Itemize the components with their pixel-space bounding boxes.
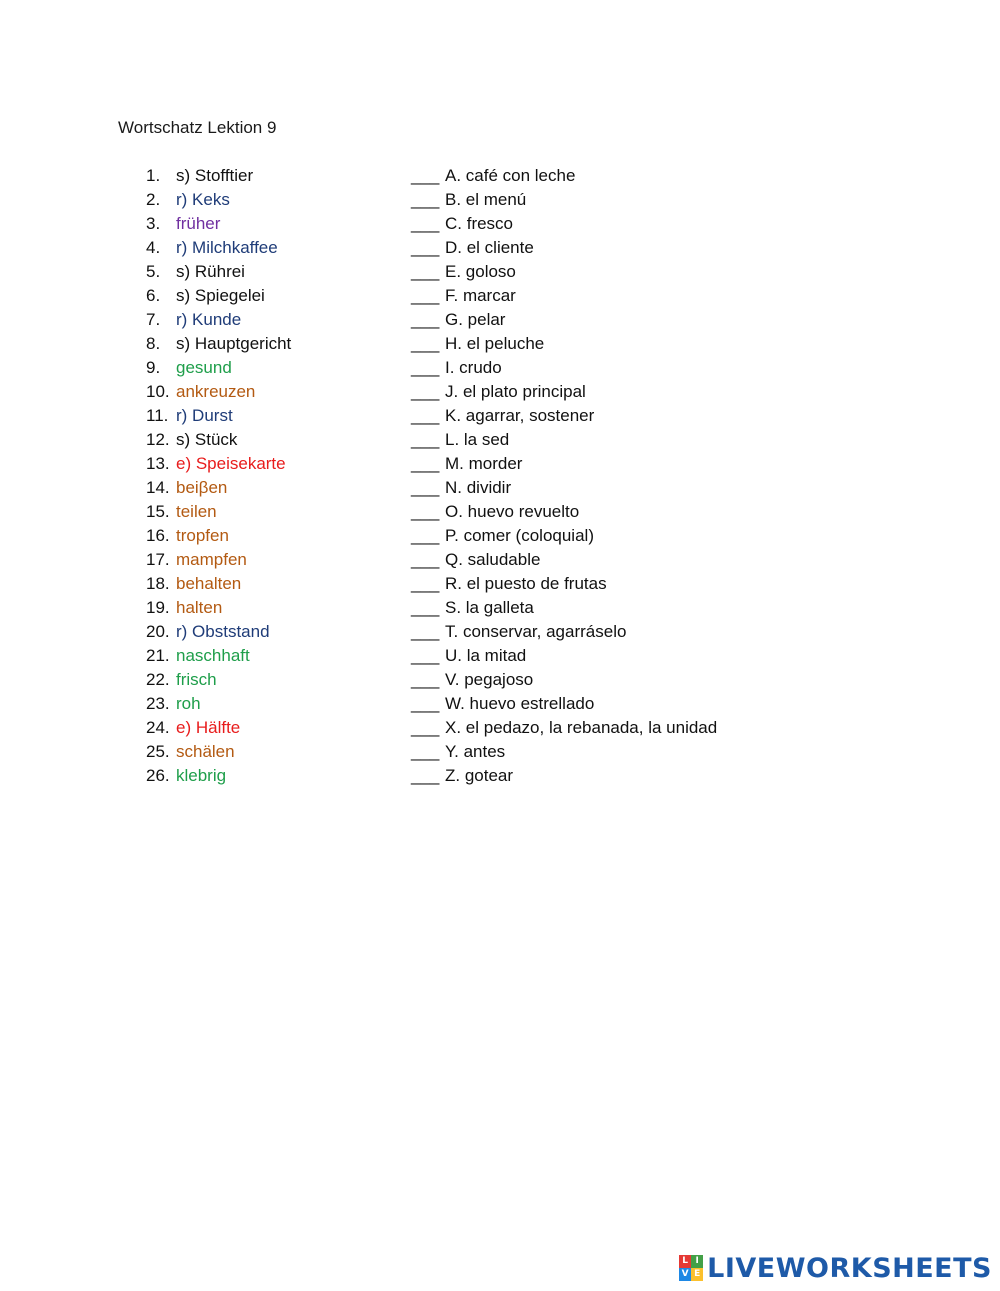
german-term: e) Speisekarte — [176, 454, 286, 473]
liveworksheets-logo-icon — [679, 1255, 703, 1281]
answer-blank[interactable]: ___ — [411, 766, 440, 785]
spanish-translation: T. conservar, agarráselo — [445, 622, 627, 641]
logo-mark-letter: E — [691, 1268, 703, 1281]
item-number: 8. — [146, 334, 161, 353]
german-term: s) Hauptgericht — [176, 334, 292, 353]
vocab-row — [0, 644, 1000, 668]
vocab-row — [0, 740, 1000, 764]
page-title: Wortschatz Lektion 9 — [118, 118, 277, 137]
german-term: s) Spiegelei — [176, 286, 265, 305]
item-number: 4. — [146, 238, 161, 257]
answer-blank[interactable]: ___ — [411, 382, 440, 401]
logo-mark-letter: I — [691, 1255, 703, 1268]
item-number: 12. — [146, 430, 170, 449]
spanish-translation: X. el pedazo, la rebanada, la unidad — [445, 718, 718, 737]
german-term: mampfen — [176, 550, 247, 569]
item-number: 14. — [146, 478, 170, 497]
vocab-row — [0, 548, 1000, 572]
item-number: 21. — [146, 646, 170, 665]
spanish-translation: N. dividir — [445, 478, 512, 497]
spanish-translation: K. agarrar, sostener — [445, 406, 595, 425]
spanish-translation: D. el cliente — [445, 238, 534, 257]
answer-blank[interactable]: ___ — [411, 502, 440, 521]
answer-blank[interactable]: ___ — [411, 406, 440, 425]
item-number: 23. — [146, 694, 170, 713]
item-number: 26. — [146, 766, 170, 785]
vocab-row — [0, 188, 1000, 212]
spanish-translation: E. goloso — [445, 262, 516, 281]
item-number: 20. — [146, 622, 170, 641]
answer-blank[interactable]: ___ — [411, 286, 440, 305]
item-number: 19. — [146, 598, 170, 617]
vocab-row — [0, 476, 1000, 500]
vocab-row — [0, 164, 1000, 188]
german-term: roh — [176, 694, 201, 713]
vocab-row — [0, 356, 1000, 380]
german-term: r) Durst — [176, 406, 233, 425]
german-term: halten — [176, 598, 223, 617]
answer-blank[interactable]: ___ — [411, 694, 440, 713]
german-term: s) Rührei — [176, 262, 245, 281]
german-term: klebrig — [176, 766, 227, 785]
answer-blank[interactable]: ___ — [411, 670, 440, 689]
item-number: 17. — [146, 550, 170, 569]
spanish-translation: Q. saludable — [445, 550, 541, 569]
vocabulary-list — [0, 164, 1000, 788]
item-number: 15. — [146, 502, 170, 521]
german-term: s) Stück — [176, 430, 238, 449]
vocab-row — [0, 500, 1000, 524]
answer-blank[interactable]: ___ — [411, 310, 440, 329]
german-term: tropfen — [176, 526, 229, 545]
german-term: naschhaft — [176, 646, 250, 665]
german-term: frisch — [176, 670, 217, 689]
spanish-translation: U. la mitad — [445, 646, 527, 665]
logo-mark-letter: V — [679, 1268, 691, 1281]
vocab-row — [0, 380, 1000, 404]
spanish-translation: J. el plato principal — [445, 382, 586, 401]
answer-blank[interactable]: ___ — [411, 334, 440, 353]
item-number: 10. — [146, 382, 170, 401]
item-number: 22. — [146, 670, 170, 689]
german-term: s) Stofftier — [176, 166, 254, 185]
spanish-translation: O. huevo revuelto — [445, 502, 580, 521]
spanish-translation: G. pelar — [445, 310, 506, 329]
answer-blank[interactable]: ___ — [411, 478, 440, 497]
vocab-row — [0, 716, 1000, 740]
answer-blank[interactable]: ___ — [411, 574, 440, 593]
vocab-row — [0, 596, 1000, 620]
german-term: e) Hälfte — [176, 718, 241, 737]
item-number: 13. — [146, 454, 170, 473]
item-number: 1. — [146, 166, 161, 185]
item-number: 11. — [146, 406, 169, 425]
vocab-row — [0, 572, 1000, 596]
spanish-translation: I. crudo — [445, 358, 502, 377]
logo-text: LIVEWORKSHEETS — [707, 1252, 992, 1284]
vocab-row — [0, 332, 1000, 356]
item-number: 6. — [146, 286, 161, 305]
answer-blank[interactable]: ___ — [411, 262, 440, 281]
vocab-row — [0, 620, 1000, 644]
vocab-row — [0, 284, 1000, 308]
answer-blank[interactable]: ___ — [411, 622, 440, 641]
spanish-translation: R. el puesto de frutas — [445, 574, 607, 593]
answer-blank[interactable]: ___ — [411, 238, 440, 257]
answer-blank[interactable]: ___ — [411, 550, 440, 569]
spanish-translation: V. pegajoso — [445, 670, 534, 689]
answer-blank[interactable]: ___ — [411, 526, 440, 545]
answer-blank[interactable]: ___ — [411, 718, 440, 737]
item-number: 2. — [146, 190, 161, 209]
answer-blank[interactable]: ___ — [411, 166, 440, 185]
spanish-translation: S. la galleta — [445, 598, 534, 617]
spanish-translation: L. la sed — [445, 430, 510, 449]
spanish-translation: C. fresco — [445, 214, 514, 233]
german-term: ankreuzen — [176, 382, 256, 401]
spanish-translation: W. huevo estrellado — [445, 694, 595, 713]
vocab-row — [0, 524, 1000, 548]
spanish-translation: Z. gotear — [445, 766, 514, 785]
vocab-row — [0, 404, 1000, 428]
liveworksheets-logo — [679, 1251, 992, 1285]
item-number: 25. — [146, 742, 170, 761]
item-number: 18. — [146, 574, 170, 593]
item-number: 16. — [146, 526, 170, 545]
answer-blank[interactable]: ___ — [411, 454, 440, 473]
spanish-translation: A. café con leche — [445, 166, 576, 185]
vocab-row — [0, 212, 1000, 236]
vocab-row — [0, 452, 1000, 476]
answer-blank[interactable]: ___ — [411, 358, 440, 377]
spanish-translation: B. el menú — [445, 190, 527, 209]
vocab-row — [0, 668, 1000, 692]
logo-mark-letter: L — [679, 1255, 691, 1268]
german-term: schälen — [176, 742, 235, 761]
answer-blank[interactable]: ___ — [411, 190, 440, 209]
answer-blank[interactable]: ___ — [411, 214, 440, 233]
vocab-row — [0, 764, 1000, 788]
answer-blank[interactable]: ___ — [411, 742, 440, 761]
german-term: gesund — [176, 358, 232, 377]
spanish-translation: P. comer (coloquial) — [445, 526, 594, 545]
item-number: 9. — [146, 358, 161, 377]
answer-blank[interactable]: ___ — [411, 430, 440, 449]
vocab-row — [0, 308, 1000, 332]
german-term: behalten — [176, 574, 242, 593]
item-number: 24. — [146, 718, 170, 737]
german-term: r) Keks — [176, 190, 230, 209]
german-term: r) Obststand — [176, 622, 270, 641]
vocab-row — [0, 692, 1000, 716]
german-term: beiβen — [176, 478, 228, 497]
item-number: 3. — [146, 214, 161, 233]
vocab-row — [0, 260, 1000, 284]
german-term: früher — [176, 214, 221, 233]
answer-blank[interactable]: ___ — [411, 646, 440, 665]
item-number: 5. — [146, 262, 161, 281]
vocab-row — [0, 428, 1000, 452]
german-term: r) Milchkaffee — [176, 238, 278, 257]
german-term: teilen — [176, 502, 217, 521]
german-term: r) Kunde — [176, 310, 242, 329]
vocab-row — [0, 236, 1000, 260]
spanish-translation: F. marcar — [445, 286, 516, 305]
spanish-translation: Y. antes — [445, 742, 506, 761]
spanish-translation: H. el peluche — [445, 334, 545, 353]
answer-blank[interactable]: ___ — [411, 598, 440, 617]
spanish-translation: M. morder — [445, 454, 523, 473]
item-number: 7. — [146, 310, 161, 329]
